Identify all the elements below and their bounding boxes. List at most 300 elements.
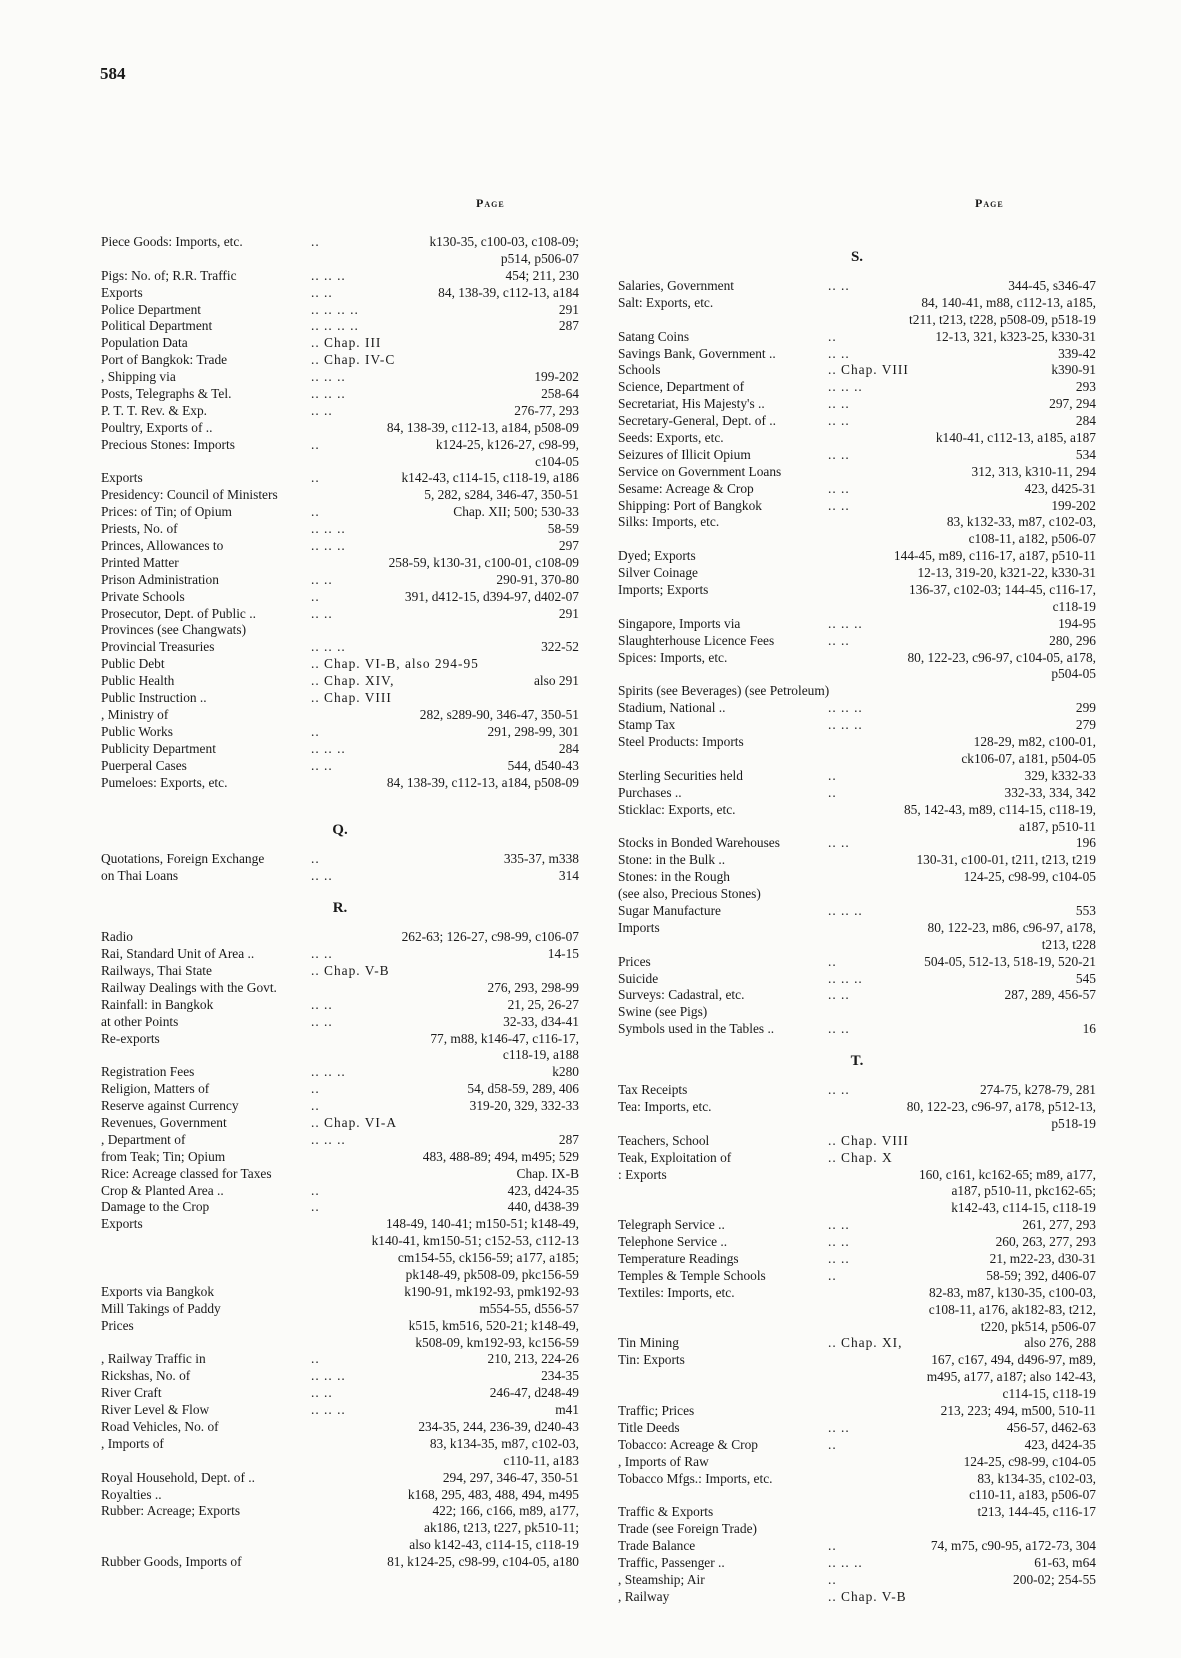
entry-dots: .. .. xyxy=(828,1217,850,1233)
entry-pages: 504-05, 512-13, 518-19, 520-21 xyxy=(924,953,1096,969)
index-entry xyxy=(618,1199,1096,1216)
entry-dots: .. xyxy=(311,1199,320,1215)
index-entry xyxy=(101,537,579,554)
entry-pages: also k142-43, c114-15, c118-19 xyxy=(409,1537,579,1553)
index-entry xyxy=(618,1216,1096,1233)
entry-term: Temples & Temple Schools xyxy=(618,1267,766,1283)
entry-dots: .. .. xyxy=(828,278,850,293)
index-entry xyxy=(618,513,1096,530)
entry-dots: .. .. xyxy=(828,497,850,513)
entry-term: Poultry, Exports of .. xyxy=(101,419,213,435)
index-entry xyxy=(618,1470,1096,1487)
entry-pages: a187, p510-11 xyxy=(1019,818,1096,834)
entry-pages: k140-41, km150-51; c152-53, c112-13 xyxy=(371,1233,579,1249)
entry-term: Stamp Tax xyxy=(618,717,676,733)
entry-dots: .. xyxy=(311,436,320,452)
entry-pages: 12-13, 321, k323-25, k330-31 xyxy=(935,328,1096,344)
index-entry xyxy=(618,1250,1096,1267)
index-entry xyxy=(101,520,579,537)
index-entry xyxy=(618,1267,1096,1284)
index-entry xyxy=(618,1486,1096,1503)
entry-pages: 21, 25, 26-27 xyxy=(507,996,579,1012)
entry-term: Satang Coins xyxy=(618,328,690,344)
index-entry xyxy=(101,1097,579,1114)
index-entry xyxy=(101,419,579,436)
index-entry xyxy=(618,1537,1096,1554)
left-page-header: Page xyxy=(476,196,505,210)
entry-term: Slaughterhouse Licence Fees xyxy=(618,632,775,648)
index-entry xyxy=(101,638,579,655)
entry-dots: .. .. .. xyxy=(311,639,346,655)
entry-dots: .. Chap. VIII xyxy=(828,362,909,378)
entry-term: Tin Mining xyxy=(618,1335,679,1351)
index-entry xyxy=(618,1182,1096,1199)
entry-dots: .. .. .. .. xyxy=(311,318,359,334)
entry-dots: .. Chap. VIII xyxy=(311,690,392,706)
entry-pages: 21, m22-23, d30-31 xyxy=(989,1250,1096,1266)
entry-pages: also 276, 288 xyxy=(1024,1335,1096,1351)
entry-pages: 130-31, c100-01, t211, t213, t219 xyxy=(916,852,1096,868)
entry-dots: .. .. .. xyxy=(828,717,863,733)
entry-pages: 287, 289, 456-57 xyxy=(1004,987,1096,1003)
entry-dots: .. xyxy=(311,1182,320,1198)
entry-pages: 544, d540-43 xyxy=(507,757,579,773)
spacer xyxy=(101,790,579,806)
index-entry xyxy=(101,774,579,791)
index-entry xyxy=(101,1502,579,1519)
index-entry xyxy=(101,486,579,503)
index-entry xyxy=(618,1003,1096,1020)
index-entry xyxy=(101,267,579,284)
entry-pages: 210, 213, 224-26 xyxy=(487,1351,579,1367)
entry-term: Port of Bangkok: Trade xyxy=(101,352,228,368)
index-entry xyxy=(618,936,1096,953)
entry-term: Political Department xyxy=(101,318,213,334)
entry-pages: 280, 296 xyxy=(1049,632,1096,648)
entry-dots: .. .. .. xyxy=(311,1402,346,1418)
entry-dots: .. .. xyxy=(311,946,333,962)
entry-term: Presidency: Council of Ministers xyxy=(101,487,278,503)
entry-pages: c118-19 xyxy=(1052,598,1096,614)
entry-term: Population Data xyxy=(101,335,188,351)
entry-term: Silks: Imports, etc. xyxy=(618,514,720,530)
entry-dots: .. .. .. xyxy=(311,369,346,385)
section-letter-heading: R. xyxy=(332,900,348,917)
index-entry xyxy=(618,345,1096,362)
index-entry xyxy=(101,571,579,588)
entry-pages: 291 xyxy=(558,301,579,317)
index-entry xyxy=(618,1115,1096,1132)
index-entry xyxy=(101,284,579,301)
entry-pages: 84, 138-39, c112-13, a184, p508-09 xyxy=(386,419,579,435)
index-entry xyxy=(101,928,579,945)
entry-term: , Imports of xyxy=(101,1435,164,1451)
index-entry xyxy=(618,1554,1096,1571)
entry-pages: 128-29, m82, c100-01, xyxy=(973,734,1096,750)
entry-term: Revenues, Government xyxy=(101,1114,227,1130)
entry-pages: k130-35, c100-03, c108-09; xyxy=(429,234,579,249)
entry-term: Registration Fees xyxy=(101,1064,195,1080)
entry-pages: 534 xyxy=(1075,446,1096,462)
entry-dots: .. .. xyxy=(828,987,850,1003)
index-entry xyxy=(618,530,1096,547)
entry-pages: k190-91, mk192-93, pmk192-93 xyxy=(404,1283,579,1299)
index-entry xyxy=(101,1013,579,1030)
index-entry xyxy=(101,1131,579,1148)
entry-term: Traffic & Exports xyxy=(618,1504,714,1520)
entry-pages: 148-49, 140-41; m150-51; k148-49, xyxy=(385,1216,579,1232)
entry-dots: .. xyxy=(311,504,320,520)
index-entry xyxy=(618,378,1096,395)
entry-term: Dyed; Exports xyxy=(618,548,696,564)
entry-dots: .. .. xyxy=(828,1419,850,1435)
entry-pages: 16 xyxy=(1082,1021,1096,1037)
index-entry xyxy=(618,699,1096,716)
entry-dots: .. Chap. X xyxy=(828,1149,893,1165)
entry-pages: 82-83, m87, k130-35, c100-03, xyxy=(929,1284,1096,1300)
entry-term: Sterling Securities held xyxy=(618,767,743,783)
entry-dots: .. .. .. xyxy=(311,386,346,402)
section-letter-heading: T. xyxy=(850,1053,864,1070)
entry-pages: 136-37, c102-03; 144-45, c116-17, xyxy=(909,582,1096,598)
index-entry xyxy=(101,1334,579,1351)
index-entry xyxy=(618,1233,1096,1250)
entry-dots: .. .. .. xyxy=(828,970,863,986)
entry-pages: pk148-49, pk508-09, pkc156-59 xyxy=(405,1266,579,1282)
entry-pages: k508-09, km192-93, kc156-59 xyxy=(415,1334,579,1350)
entry-pages: 329, k332-33 xyxy=(1024,767,1096,783)
index-entry xyxy=(101,1553,579,1570)
index-entry xyxy=(618,277,1096,294)
entry-pages: 213, 223; 494, m500, 510-11 xyxy=(940,1403,1096,1418)
right-index-column xyxy=(618,233,1096,1605)
index-entry xyxy=(618,632,1096,649)
entry-term: Prosecutor, Dept. of Public .. xyxy=(101,605,256,621)
entry-dots: .. .. .. xyxy=(828,379,863,395)
entry-pages: m554-55, d556-57 xyxy=(479,1300,579,1316)
entry-term: Prison Administration xyxy=(101,571,219,587)
entry-pages: 258-64 xyxy=(541,386,579,402)
entry-term: Quotations, Foreign Exchange xyxy=(101,851,265,867)
entry-dots: .. xyxy=(828,1538,837,1554)
entry-dots: .. xyxy=(311,851,320,867)
index-entry xyxy=(101,250,579,267)
entry-term: Traffic; Prices xyxy=(618,1403,695,1418)
entry-term: Prices: of Tin; of Opium xyxy=(101,504,232,520)
entry-pages: 83, k134-35, c102-03, xyxy=(977,1470,1096,1486)
entry-pages: 423, d425-31 xyxy=(1024,480,1096,496)
entry-term: Exports via Bangkok xyxy=(101,1283,215,1299)
index-entry xyxy=(101,996,579,1013)
entry-dots: .. .. xyxy=(311,757,333,773)
index-entry xyxy=(101,1536,579,1553)
index-entry xyxy=(618,868,1096,885)
index-entry xyxy=(101,689,579,706)
index-entry xyxy=(618,767,1096,784)
entry-term: Provincial Treasuries xyxy=(101,639,215,655)
entry-term: Steel Products: Imports xyxy=(618,734,744,750)
entry-term: Traffic, Passenger .. xyxy=(618,1555,725,1571)
entry-term: , Ministry of xyxy=(101,706,169,722)
entry-pages: also 291 xyxy=(533,673,579,689)
index-entry xyxy=(618,1132,1096,1149)
index-entry xyxy=(101,1401,579,1418)
entry-term: Spirits (see Beverages) (see Petroleum) xyxy=(618,683,830,699)
entry-pages: 299 xyxy=(1075,700,1096,716)
entry-term: from Teak; Tin; Opium xyxy=(101,1148,226,1164)
entry-term: Stones: in the Rough xyxy=(618,869,730,885)
entry-term: Royalties .. xyxy=(101,1486,162,1502)
entry-dots: .. xyxy=(311,1081,320,1097)
entry-dots: .. .. xyxy=(828,446,850,462)
entry-term: Silver Coinage xyxy=(618,565,698,581)
entry-term: Sugar Manufacture xyxy=(618,902,721,918)
entry-pages: k390-91 xyxy=(1051,362,1096,378)
entry-term: Purchases .. xyxy=(618,784,682,800)
entry-term: Pigs: No. of; R.R. Traffic xyxy=(101,267,237,283)
index-entry xyxy=(618,834,1096,851)
entry-term: Public Debt xyxy=(101,656,165,672)
entry-pages: c108-11, a176, ak182-83, t212, xyxy=(928,1301,1096,1317)
entry-dots: .. .. .. xyxy=(311,1368,346,1384)
entry-dots: .. .. xyxy=(828,396,850,412)
entry-dots: .. xyxy=(311,588,320,604)
entry-term: Sticklac: Exports, etc. xyxy=(618,801,736,817)
entry-pages: 274-75, k278-79, 281 xyxy=(979,1082,1096,1098)
entry-pages: 14-15 xyxy=(547,946,579,962)
entry-term: Seeds: Exports, etc. xyxy=(618,430,724,446)
entry-pages: 276, 293, 298-99 xyxy=(487,979,579,995)
entry-dots: .. .. .. xyxy=(311,740,346,756)
entry-pages: 282, s289-90, 346-47, 350-51 xyxy=(419,706,579,722)
entry-term: , Steamship; Air xyxy=(618,1571,705,1587)
index-entry xyxy=(101,1384,579,1401)
entry-term: Rai, Standard Unit of Area .. xyxy=(101,946,255,962)
index-entry xyxy=(618,1368,1096,1385)
entry-pages: 456-57, d462-63 xyxy=(1006,1419,1096,1435)
index-entry xyxy=(101,1063,579,1080)
entry-pages: k280 xyxy=(552,1064,579,1080)
entry-pages: p514, p506-07 xyxy=(500,250,579,266)
index-entry xyxy=(618,1453,1096,1470)
index-entry xyxy=(618,1020,1096,1037)
entry-term: Textiles: Imports, etc. xyxy=(618,1284,735,1300)
entry-term: Public Instruction .. xyxy=(101,690,207,706)
index-entry xyxy=(618,902,1096,919)
entry-term: Telephone Service .. xyxy=(618,1234,728,1250)
entry-dots: .. xyxy=(828,784,837,800)
entry-pages: c110-11, a183 xyxy=(503,1452,579,1468)
index-entry xyxy=(101,945,579,962)
index-entry xyxy=(618,1351,1096,1368)
index-entry xyxy=(618,598,1096,615)
entry-term: Tax Receipts xyxy=(618,1082,688,1098)
entry-dots: .. xyxy=(828,1571,837,1587)
entry-pages: Chap. XII; 500; 530-33 xyxy=(453,504,579,520)
entry-term: River Level & Flow xyxy=(101,1402,210,1418)
entry-pages: 332-33, 334, 342 xyxy=(1004,784,1096,800)
entry-pages: p518-19 xyxy=(1051,1115,1096,1131)
index-entry xyxy=(101,1165,579,1182)
index-entry xyxy=(618,1334,1096,1351)
entry-pages: 312, 313, k310-11, 294 xyxy=(971,463,1096,479)
index-entry xyxy=(618,986,1096,1003)
entry-dots: .. xyxy=(828,1267,837,1283)
entry-term: Trade (see Foreign Trade) xyxy=(618,1521,757,1537)
entry-pages: 284 xyxy=(1075,413,1096,429)
entry-pages: k142-43, c114-15, c118-19 xyxy=(951,1200,1096,1216)
entry-pages: 335-37, m338 xyxy=(503,851,579,867)
index-entry xyxy=(101,1030,579,1047)
entry-dots: .. .. .. xyxy=(311,1131,346,1147)
entry-pages: 61-63, m64 xyxy=(1034,1555,1096,1571)
entry-pages: c118-19, a188 xyxy=(502,1047,579,1063)
index-entry xyxy=(618,784,1096,801)
entry-term: Stadium, National .. xyxy=(618,700,726,716)
entry-term: Public Health xyxy=(101,673,175,689)
entry-term: Science, Department of xyxy=(618,379,745,395)
index-entry xyxy=(618,480,1096,497)
entry-pages: 32-33, d34-41 xyxy=(503,1013,579,1029)
index-entry xyxy=(101,605,579,622)
index-entry xyxy=(101,334,579,351)
entry-pages: 291, 298-99, 301 xyxy=(487,723,579,739)
entry-pages: 84, 140-41, m88, c112-13, a185, xyxy=(921,294,1096,310)
index-entry xyxy=(618,1149,1096,1166)
entry-term: Rickshas, No. of xyxy=(101,1368,191,1384)
index-entry xyxy=(618,1301,1096,1318)
entry-dots: .. .. xyxy=(311,571,333,587)
entry-pages: p504-05 xyxy=(1051,666,1096,682)
entry-pages: 440, d438-39 xyxy=(507,1199,579,1215)
index-entry xyxy=(618,733,1096,750)
entry-term: Imports xyxy=(618,919,660,935)
index-entry xyxy=(618,547,1096,564)
index-entry xyxy=(618,1571,1096,1588)
entry-term: Private Schools xyxy=(101,588,185,604)
index-entry xyxy=(101,1148,579,1165)
entry-pages: 199-202 xyxy=(1051,497,1096,513)
entry-pages: 12-13, 319-20, k321-22, k330-31 xyxy=(917,565,1096,581)
entry-pages: t220, pk514, p506-07 xyxy=(980,1318,1096,1334)
entry-dots: .. xyxy=(828,767,837,783)
index-entry xyxy=(618,682,1096,699)
index-entry xyxy=(618,361,1096,378)
entry-term: P. T. T. Rev. & Exp. xyxy=(101,402,208,418)
entry-pages: 553 xyxy=(1075,902,1096,918)
entry-pages: 483, 488-89; 494, m495; 529 xyxy=(422,1148,579,1164)
index-entry xyxy=(101,850,579,867)
entry-pages: 422; 166, c166, m89, a177, xyxy=(432,1503,579,1519)
entry-term: , Department of xyxy=(101,1131,186,1147)
entry-dots: .. xyxy=(311,234,320,249)
entry-pages: 54, d58-59, 289, 406 xyxy=(467,1081,579,1097)
index-entry xyxy=(101,672,579,689)
entry-pages: c114-15, c118-19 xyxy=(1002,1386,1096,1402)
index-entry xyxy=(101,436,579,453)
entry-term: Symbols used in the Tables .. xyxy=(618,1021,775,1037)
entry-term: Spices: Imports, etc. xyxy=(618,649,728,665)
entry-dots: .. .. xyxy=(828,345,850,361)
index-entry xyxy=(101,1232,579,1249)
entry-term: Re-exports xyxy=(101,1030,160,1046)
index-entry xyxy=(101,1452,579,1469)
entry-pages: 84, 138-39, c112-13, a184 xyxy=(438,284,579,300)
entry-term: Teak, Exploitation of xyxy=(618,1149,732,1165)
entry-term: Surveys: Cadastral, etc. xyxy=(618,987,745,1003)
index-entry xyxy=(618,1318,1096,1335)
entry-dots: .. Chap. VI-A xyxy=(311,1114,398,1130)
entry-dots: .. .. xyxy=(828,1250,850,1266)
entry-pages: 262-63; 126-27, c98-99, c106-07 xyxy=(401,929,579,945)
index-entry xyxy=(618,311,1096,328)
entry-pages: k142-43, c114-15, c118-19, a186 xyxy=(401,470,579,486)
index-entry xyxy=(618,919,1096,936)
entry-term: : Exports xyxy=(618,1166,667,1182)
entry-term: Exports xyxy=(101,284,143,300)
index-entry xyxy=(618,851,1096,868)
entry-dots: .. .. .. xyxy=(311,538,346,554)
entry-pages: k168, 295, 483, 488, 494, m495 xyxy=(407,1486,579,1502)
entry-term: , Railway xyxy=(618,1588,670,1604)
entry-term: Religion, Matters of xyxy=(101,1081,210,1097)
index-entry xyxy=(101,1249,579,1266)
entry-term: Prices xyxy=(101,1317,134,1333)
entry-term: Exports xyxy=(101,470,143,486)
entry-pages: 391, d412-15, d394-97, d402-07 xyxy=(404,588,579,604)
index-entry xyxy=(101,757,579,774)
entry-term: Printed Matter xyxy=(101,554,179,570)
entry-pages: c110-11, a183, p506-07 xyxy=(969,1487,1096,1503)
page-number: 584 xyxy=(100,64,126,83)
entry-pages: 85, 142-43, m89, c114-15, c118-19, xyxy=(903,801,1096,817)
entry-pages: 314 xyxy=(558,868,579,884)
index-entry xyxy=(618,1081,1096,1098)
entry-pages: 319-20, 329, 332-33 xyxy=(469,1098,579,1114)
entry-term: Royal Household, Dept. of .. xyxy=(101,1469,255,1485)
entry-dots: .. .. xyxy=(311,605,333,621)
entry-term: Seizures of Illicit Opium xyxy=(618,446,751,462)
index-entry xyxy=(101,1367,579,1384)
entry-term: Sesame: Acreage & Crop xyxy=(618,480,754,496)
entry-term: Salaries, Government xyxy=(618,278,735,293)
entry-dots: .. .. xyxy=(828,1021,850,1037)
entry-pages: 344-45, s346-47 xyxy=(1008,278,1096,293)
entry-term: Suicide xyxy=(618,970,659,986)
entry-pages: 124-25, c98-99, c104-05 xyxy=(963,869,1096,885)
entry-term: Stone: in the Bulk .. xyxy=(618,852,726,868)
entry-dots: .. .. xyxy=(311,1385,333,1401)
entry-term: Stocks in Bonded Warehouses xyxy=(618,835,780,851)
entry-term: Mill Takings of Paddy xyxy=(101,1300,221,1316)
entry-pages: 81, k124-25, c98-99, c104-05, a180 xyxy=(387,1554,579,1570)
entry-pages: 160, c161, kc162-65; m89, a177, xyxy=(918,1166,1096,1182)
entry-term: Imports; Exports xyxy=(618,582,709,598)
entry-term: Exports xyxy=(101,1216,143,1232)
entry-term: Tobacco: Acreage & Crop xyxy=(618,1436,758,1452)
entry-pages: 5, 282, s284, 346-47, 350-51 xyxy=(424,487,579,503)
entry-pages: t213, 144-45, c116-17 xyxy=(977,1504,1096,1520)
index-entry xyxy=(101,621,579,638)
entry-pages: 80, 122-23, c96-97, a178, p512-13, xyxy=(906,1098,1096,1114)
index-entry xyxy=(618,395,1096,412)
entry-pages: 291 xyxy=(558,605,579,621)
entry-pages: 144-45, m89, c116-17, a187, p510-11 xyxy=(893,548,1096,564)
entry-term: Reserve against Currency xyxy=(101,1098,239,1114)
index-entry xyxy=(618,1402,1096,1419)
index-entry xyxy=(618,1419,1096,1436)
entry-term: Provinces (see Changwats) xyxy=(101,622,247,638)
